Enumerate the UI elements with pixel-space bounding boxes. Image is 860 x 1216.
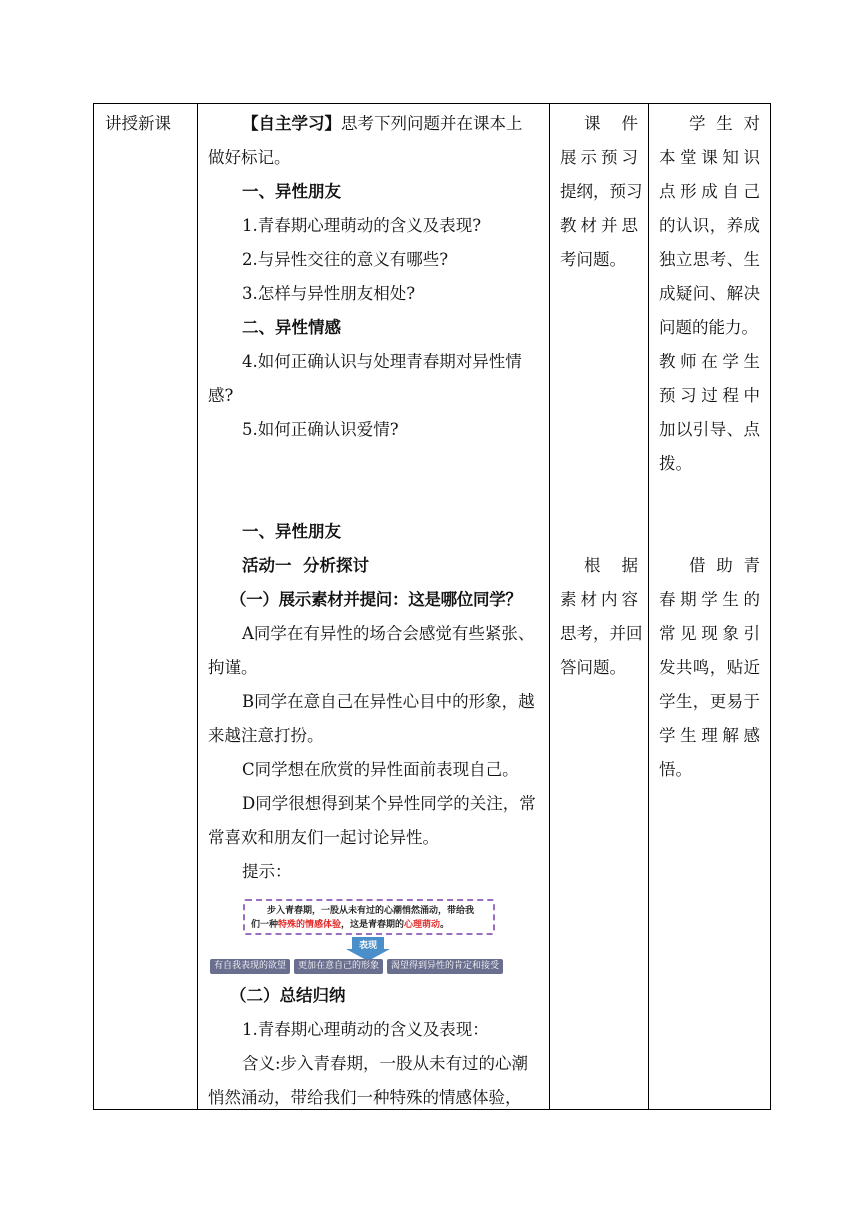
intro-text: 思考下列问题并在课本上 — [341, 114, 523, 133]
paragraph: A同学在有异性的场合会感觉有些紧张、 — [242, 624, 535, 643]
paragraph-cont: 常喜欢和朋友们一起讨论异性。 — [208, 828, 439, 847]
definition-line: 步入青春期，一股从未有过的心潮悄然涌动，带给我 — [267, 906, 475, 916]
intent-line: 教师在学生 — [659, 352, 760, 371]
section-title: 一、异性朋友 — [242, 182, 341, 201]
manifestation-tag: 渴望得到异性的肯定和接受 — [387, 959, 503, 974]
intro-cont: 做好标记。 — [208, 148, 291, 167]
teacher-line: 提纲，预习 — [560, 182, 643, 201]
definition-line: 们一种特殊的情感体验，这是青春期的心理萌动。 — [251, 920, 450, 930]
intent-line: 春期学生的 — [659, 590, 760, 609]
intent-line: 常见现象引 — [659, 624, 760, 643]
teacher-line: 素材内容 — [560, 590, 638, 609]
teacher-line: 考问题。 — [560, 250, 626, 269]
teacher-line: 思考，并回 — [560, 624, 643, 643]
question-1: 1.青春期心理萌动的含义及表现? — [242, 216, 482, 235]
paragraph-cont: 来越注意打扮。 — [208, 726, 324, 745]
intent-line: 学生对 — [689, 114, 760, 133]
intent-line: 预习过程中 — [659, 386, 760, 405]
content-cell — [198, 104, 550, 1110]
paragraph-cont: 拘谨。 — [208, 658, 258, 677]
teacher-line: 答问题。 — [560, 658, 626, 677]
definition-box — [243, 899, 495, 935]
manifestation-tag: 有自我表现的欲望 — [210, 959, 290, 974]
intent-line: 拨。 — [659, 454, 692, 473]
question-2: 2.与异性交往的意义有哪些? — [242, 250, 449, 269]
question-3: 3.怎样与异性朋友相处? — [242, 284, 416, 303]
intent-line: 的认识，养成 — [659, 216, 760, 235]
section-title: 一、异性朋友 — [242, 522, 341, 541]
teacher-line: 教材并思 — [560, 216, 638, 235]
teacher-line: 根 据 — [584, 556, 638, 575]
intent-line: 发共鸣，贴近 — [659, 658, 760, 677]
subsection-title: （二）总结归纳 — [230, 986, 346, 1005]
intent-line: 成疑问、解决 — [659, 284, 760, 303]
row-header-cell — [94, 104, 198, 1110]
manifestation-tag: 更加在意自己的形象 — [294, 959, 383, 974]
manifestation-tags — [210, 959, 503, 974]
teacher-line: 展示预习 — [560, 148, 638, 167]
paragraph: C同学想在欣赏的异性面前表现自己。 — [242, 760, 519, 779]
paragraph: B同学在意自己在异性心目中的形象，越 — [242, 692, 535, 711]
summary-line: 1.青春期心理萌动的含义及表现： — [242, 1020, 489, 1039]
hint-label: 提示： — [242, 862, 292, 881]
question-4: 4.如何正确认识与处理青春期对异性情 — [242, 352, 522, 371]
intent-line: 独立思考、生 — [659, 250, 760, 269]
intent-line: 问题的能力。 — [659, 318, 758, 337]
hint-diagram — [208, 895, 541, 979]
subsection-title: （一）展示素材并提问：这是哪位同学？ — [230, 590, 522, 609]
question-5: 5.如何正确认识爱情? — [242, 420, 399, 439]
intent-line: 加以引导、点 — [659, 420, 760, 439]
activity-title: 活动一 分析探讨 — [242, 556, 369, 575]
lesson-plan-table — [93, 103, 771, 1110]
summary-line: 悄然涌动，带给我们一种特殊的情感体验， — [208, 1088, 522, 1107]
section-title: 二、异性情感 — [242, 318, 341, 337]
arrow-label: 表现 — [358, 941, 377, 951]
table-row — [94, 104, 771, 1110]
intent-line: 点形成自己 — [659, 182, 760, 201]
design-intent-cell — [649, 104, 771, 1110]
summary-line: 含义:步入青春期，一股从未有过的心潮 — [242, 1054, 529, 1073]
intent-line: 本堂课知识 — [659, 148, 760, 167]
teacher-line: 课 件 — [584, 114, 638, 133]
question-4-cont: 感? — [208, 386, 234, 405]
intent-line: 悟。 — [659, 760, 692, 779]
intent-line: 学生，更易于 — [659, 692, 760, 711]
intent-line: 借助青 — [689, 556, 760, 575]
intent-line: 学生理解感 — [659, 726, 760, 745]
row-header-label: 讲授新课 — [105, 114, 171, 133]
teacher-activity-cell — [550, 104, 649, 1110]
intro-bracket: 【自主学习】 — [242, 114, 341, 133]
paragraph: D同学很想得到某个异性同学的关注，常 — [242, 794, 536, 813]
